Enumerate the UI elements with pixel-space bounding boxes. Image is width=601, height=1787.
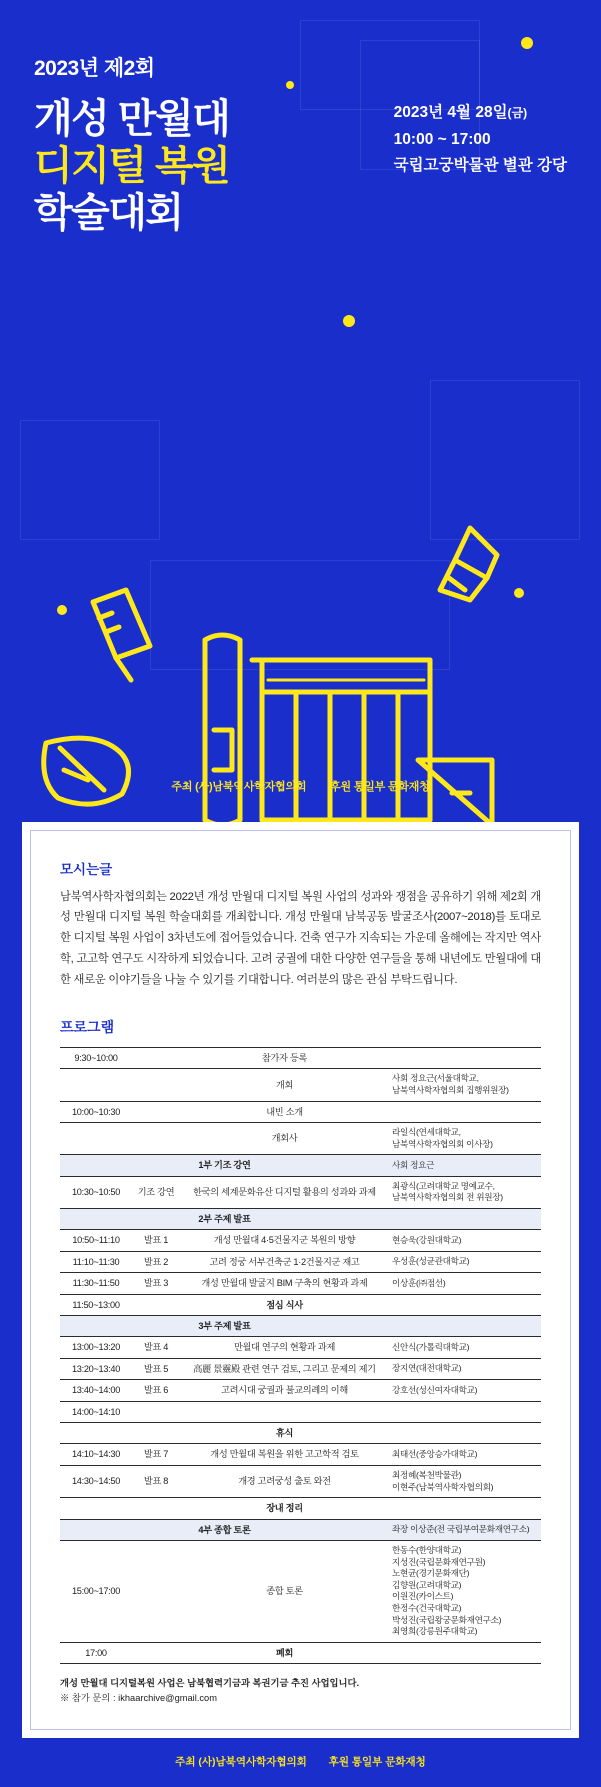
program-tag — [132, 1423, 180, 1444]
program-speaker — [389, 1642, 541, 1663]
program-speaker: 우성훈(성균관대학교) — [389, 1251, 541, 1272]
footnote — [60, 1676, 541, 1706]
program-subject: 만월대 연구의 현황과 과제 — [180, 1337, 389, 1358]
program-row — [60, 1294, 541, 1315]
program-table — [60, 1047, 541, 1664]
program-tag: 발표 1 — [132, 1230, 180, 1251]
illustration-svg — [0, 260, 601, 760]
program-tag: 발표 3 — [132, 1273, 180, 1294]
program-speaker: 장지연(대전대학교) — [389, 1358, 541, 1379]
program-speaker: 신안식(가톨릭대학교) — [389, 1337, 541, 1358]
program-row — [60, 1048, 541, 1069]
program-time: 10:30~10:50 — [60, 1176, 132, 1208]
program-tag — [132, 1401, 180, 1422]
program-time — [60, 1123, 132, 1155]
program-tag — [132, 1498, 180, 1519]
host-line-bottom — [0, 1738, 601, 1787]
program-band-label: 4부 종합 토론 — [60, 1519, 389, 1540]
event-meta — [394, 100, 567, 180]
program-row — [60, 1251, 541, 1272]
program-band-label: 3부 주제 발표 — [60, 1315, 389, 1336]
footnote-line-1: 개성 만월대 디지털복원 사업은 남북협력기금과 복권기금 추진 사업입니다. — [60, 1678, 360, 1689]
program-row — [60, 1101, 541, 1122]
program-time: 13:20~13:40 — [60, 1358, 132, 1379]
program-title: 프로그램 — [60, 1019, 115, 1036]
program-subject — [180, 1401, 389, 1422]
program-subject: 휴식 — [180, 1423, 389, 1444]
program-time: 13:40~14:00 — [60, 1380, 132, 1401]
program-subject: 점심 식사 — [180, 1294, 389, 1315]
program-section-band — [60, 1155, 541, 1176]
program-time: 14:00~14:10 — [60, 1401, 132, 1422]
program-subject: 고려 정궁 서부건축군 1·2건물지군 재고 — [180, 1251, 389, 1272]
program-subject: 종합 토론 — [180, 1540, 389, 1642]
program-tag — [132, 1642, 180, 1663]
program-time — [60, 1069, 132, 1101]
program-time: 10:50~11:10 — [60, 1230, 132, 1251]
program-section-band — [60, 1315, 541, 1336]
program-subject: 폐회 — [180, 1642, 389, 1663]
program-time: 14:30~14:50 — [60, 1465, 132, 1497]
program-band-moderator — [389, 1208, 541, 1229]
program-tag — [132, 1540, 180, 1642]
info-card — [22, 822, 579, 1738]
program-subject: 고려시대 궁궐과 불교의례의 이해 — [180, 1380, 389, 1401]
event-place: 국립고궁박물관 별관 강당 — [393, 157, 567, 175]
program-row — [60, 1498, 541, 1519]
title-line-1: 개성 만월대 — [34, 97, 230, 141]
host-bottom-organizer-label: 주최 — [175, 1755, 196, 1768]
program-speaker — [389, 1101, 541, 1122]
program-time: 10:00~10:30 — [60, 1101, 132, 1122]
event-date: 2023년 4월 28일 — [393, 104, 508, 121]
program-tag: 발표 4 — [132, 1337, 180, 1358]
program-speaker — [389, 1048, 541, 1069]
program-time: 11:50~13:00 — [60, 1294, 132, 1315]
illustration — [0, 260, 601, 760]
program-speaker: 라일식(연세대학교, 남북역사학자협의회 이사장) — [389, 1123, 541, 1155]
program-tag — [132, 1069, 180, 1101]
program-tag — [132, 1294, 180, 1315]
program-row — [60, 1123, 541, 1155]
program-tag — [132, 1048, 180, 1069]
footnote-line-2: ※ 참가 문의 : ikhaarchive@gmail.com — [60, 1692, 217, 1703]
program-row — [60, 1380, 541, 1401]
program-speaker — [389, 1423, 541, 1444]
program-speaker — [389, 1294, 541, 1315]
poster-kicker: 2023년 제2회 — [34, 57, 155, 80]
program-row — [60, 1230, 541, 1251]
program-subject: 개성 만월대 복원을 위한 고고학적 검토 — [180, 1444, 389, 1465]
program-row — [60, 1358, 541, 1379]
program-section-band — [60, 1519, 541, 1540]
program-speaker — [389, 1498, 541, 1519]
brush-icon — [440, 528, 497, 600]
program-band-moderator — [389, 1315, 541, 1336]
program-speaker — [389, 1401, 541, 1422]
program-row — [60, 1642, 541, 1663]
program-row — [60, 1444, 541, 1465]
program-subject: 내빈 소개 — [180, 1101, 389, 1122]
program-subject: 한국의 세계문화유산 디지털 활용의 성과와 과제 — [180, 1176, 389, 1208]
program-subject: 개회사 — [180, 1123, 389, 1155]
program-time: 15:00~17:00 — [60, 1540, 132, 1642]
host-top-organizer-label: 주최 — [171, 780, 193, 793]
program-subject: 高麗 景靈殿 관련 연구 검토, 그리고 문제의 제기 — [180, 1358, 389, 1379]
program-tag: 기조 강연 — [132, 1176, 180, 1208]
program-band-label: 2부 주제 발표 — [60, 1208, 389, 1229]
program-subject: 개성 만월대 발굴지 BIM 구축의 현황과 과제 — [180, 1273, 389, 1294]
program-time: 17:00 — [60, 1642, 132, 1663]
program-subject: 개경 고려궁성 출토 와전 — [180, 1465, 389, 1497]
program-tag — [132, 1101, 180, 1122]
greeting-title: 모시는글 — [60, 861, 113, 877]
program-subject: 장내 정리 — [180, 1498, 389, 1519]
program-band-label: 1부 기조 강연 — [60, 1155, 389, 1176]
event-date-day: (금) — [507, 106, 528, 120]
host-bottom-organizer: (사)남북역사학자협의회 — [198, 1755, 307, 1768]
program-tag: 발표 5 — [132, 1358, 180, 1379]
program-band-moderator: 사회 정요근 — [389, 1155, 541, 1176]
program-speaker: 현승욱(강원대학교) — [389, 1230, 541, 1251]
program-row — [60, 1273, 541, 1294]
program-time — [60, 1423, 132, 1444]
host-bottom-sponsor: 통일부 문화재청 — [351, 1755, 426, 1768]
title-line-2: 디지털 복원 — [34, 144, 230, 189]
greeting-body: 남북역사학자협의회는 2022년 개성 만월대 디지털 복원 사업의 성과와 쟁점을 공유하기 위해 제2회 개성 만월대 디지털 복원 학술대회를 개최합니다. 개성 만월대 남북공동 발굴조사(2007~2018)를 토대로 한 디지털 복원 사업이 3차년도에 접어들었습니다. 건축 연구가 지속되는 가운데 올해에는 작지만 역사학, 고고학 연구도 시작하게 되었습니다. 고려 궁궐에 대한 다양한 연구들을 통해 내년에도 만월대에 대한 새로운 이야기들을 나눌 수 있기를 기대합니다. 여러분의 많은 관심 부탁드립니다. — [60, 890, 541, 987]
program-row — [60, 1069, 541, 1101]
program-speaker: 강호선(성신여자대학교) — [389, 1380, 541, 1401]
program-row — [60, 1401, 541, 1422]
program-row — [60, 1540, 541, 1642]
program-band-moderator: 좌장 이상준(전 국립부여문화재연구소) — [389, 1519, 541, 1540]
host-top-sponsor: 통일부 문화재청 — [353, 780, 430, 793]
program-subject: 개성 만월대 4·5건물지군 복원의 방향 — [180, 1230, 389, 1251]
program-row — [60, 1337, 541, 1358]
program-speaker: 사회 정요근(서울대학교, 남북역사학자협의회 집행위원장) — [389, 1069, 541, 1101]
program-speaker: 최태선(중앙승가대학교) — [389, 1444, 541, 1465]
program-time: 13:00~13:20 — [60, 1337, 132, 1358]
host-top-sponsor-label: 후원 — [330, 780, 351, 793]
program-tag: 발표 8 — [132, 1465, 180, 1497]
program-tag: 발표 2 — [132, 1251, 180, 1272]
pen-icon — [93, 590, 150, 680]
program-time: 11:30~11:50 — [60, 1273, 132, 1294]
event-time: 10:00 ~ 17:00 — [393, 130, 491, 148]
host-bottom-sponsor-label: 후원 — [328, 1755, 349, 1768]
title-line-3: 학술대회 — [34, 191, 183, 236]
program-speaker: 최광식(고려대학교 명예교수, 남북역사학자협의회 전 위원장) — [389, 1176, 541, 1208]
program-row — [60, 1423, 541, 1444]
program-section-band — [60, 1208, 541, 1229]
event-date-row — [394, 100, 567, 127]
program-speaker: 한동수(한양대학교) 지성진(국립문화재연구원) 노현균(경기문화재단) 김향원(고려대학교) 이원진(카이스트) 한정수(건국대학교) 박성진(국립왕궁문화재연구소) 최영희(강릉원주대학교) — [389, 1540, 541, 1642]
program-tag: 발표 7 — [132, 1444, 180, 1465]
program-subject: 개회 — [180, 1069, 389, 1101]
program-speaker: 최정혜(복천박물관) 이현주(남북역사학자협의회) — [389, 1465, 541, 1497]
program-speaker: 이상훈(㈜점선) — [389, 1273, 541, 1294]
program-tag: 발표 6 — [132, 1380, 180, 1401]
host-top-organizer: (사)남북역사학자협의회 — [195, 780, 307, 793]
program-row — [60, 1465, 541, 1497]
program-tag — [132, 1123, 180, 1155]
program-time: 14:10~14:30 — [60, 1444, 132, 1465]
program-time: 11:10~11:30 — [60, 1251, 132, 1272]
program-row — [60, 1176, 541, 1208]
program-time — [60, 1498, 132, 1519]
program-time: 9:30~10:00 — [60, 1048, 132, 1069]
program-subject: 참가자 등록 — [180, 1048, 389, 1069]
